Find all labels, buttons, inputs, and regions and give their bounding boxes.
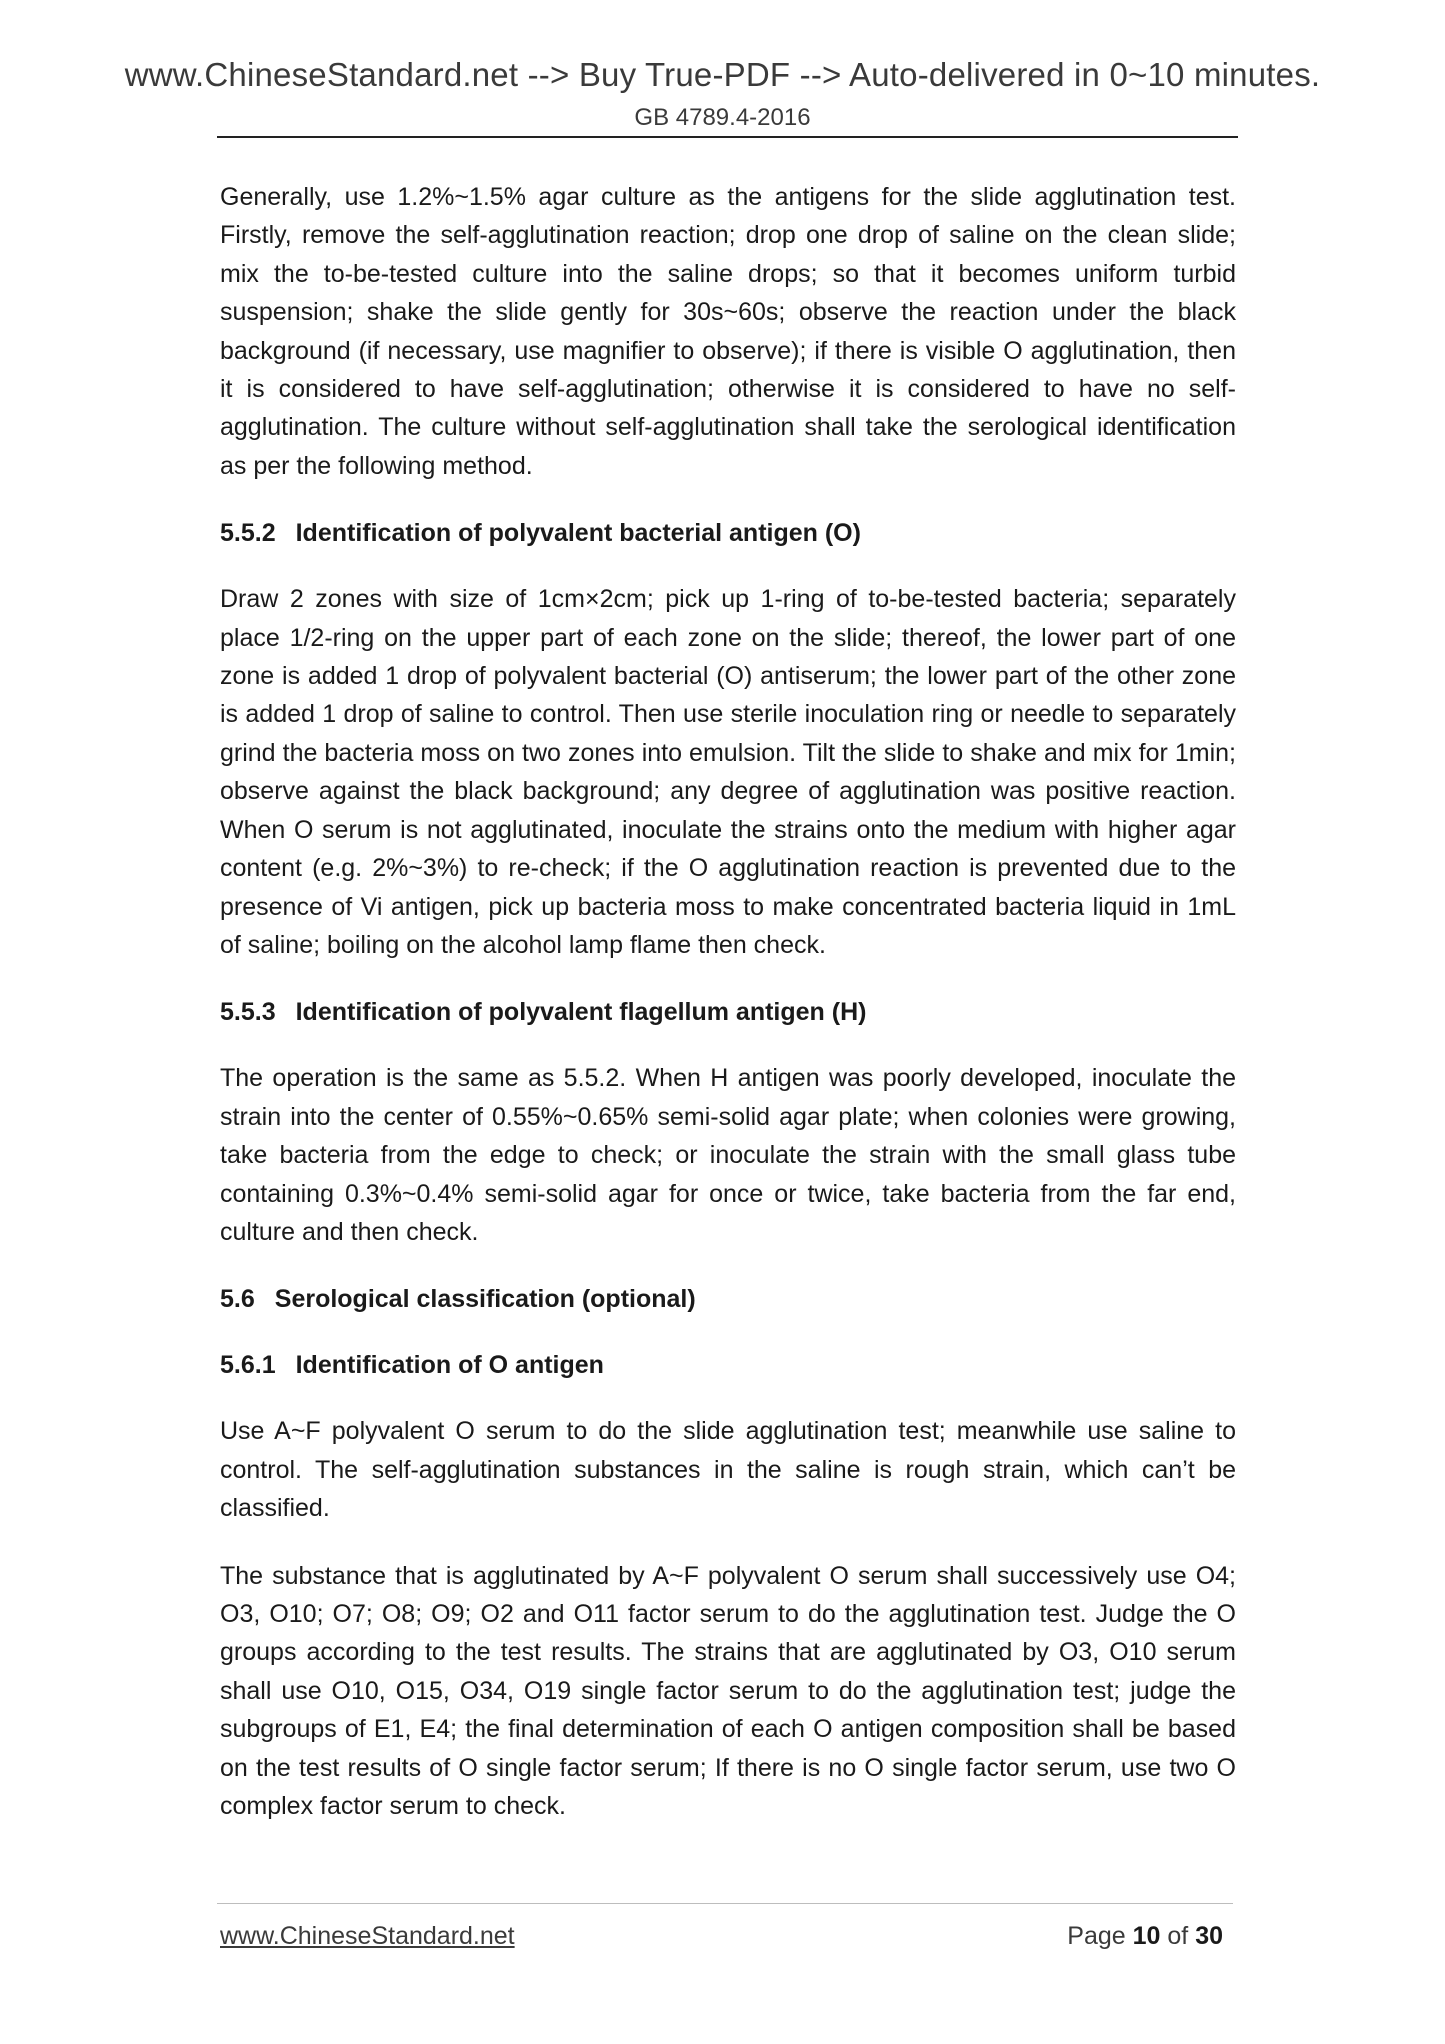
section-heading-5-6 (220, 1280, 1236, 1318)
section-number: 5.5.2 (220, 519, 276, 548)
section-title: Identification of polyvalent flagellum antigen (H) (295, 998, 867, 1027)
page-current: 10 (1132, 1922, 1161, 1950)
paragraph-o-antigen-identification: Draw 2 zones with size of 1cm×2cm; pick up 1-ring of to-be-tested bacteria; separately place 1/2-ring on the upper part of each zone on the slide; thereof, the lower part of one zone is added 1 drop of polyvalent bacterial (O) antiserum; the lower part of the other zone is added 1 drop of saline to control. Then use sterile inoculation ring or needle to separately grind the bacteria moss on two zones into emulsion. Tilt the slide to shake and mix for 1min; observe against the black background; any degree of agglutination was positive reaction. When O serum is not agglutinated, inoculate the strains onto the medium with higher agar content (e.g. 2%~3%) to re-check; if the O agglutination reaction is prevented due to the presence of Vi antigen, pick up bacteria moss to make concentrated bacteria liquid in 1mL of saline; boiling on the alcohol lamp flame then check. (220, 585, 1236, 959)
header-divider (217, 136, 1238, 138)
section-title: Serological classification (optional) (274, 1285, 696, 1314)
paragraph-h-antigen-identification: The operation is the same as 5.5.2. When H antigen was poorly developed, inoculate the strain into the center of 0.55%~0.65% semi-solid agar plate; when colonies were growing, take bacteria from the edge to check; or inoculate the strain with the small glass tube containing 0.3%~0.4% semi-solid agar for once or twice, take bacteria from the far end, culture and then check. (220, 1064, 1236, 1246)
section-title: Identification of polyvalent bacterial antigen (O) (295, 519, 861, 548)
section-number: 5.6.1 (220, 1351, 276, 1380)
section-heading-5-5-3 (220, 993, 1236, 1031)
paragraph-o-group-judgement: The substance that is agglutinated by A~F polyvalent O serum shall successively use O4; O3, O10; O7; O8; O9; O2 and O11 factor serum to do the agglutination test. Judge the O groups according to the test results. The strains that are agglutinated by O3, O10 serum shall use O10, O15, O34, O19 single factor serum to do the agglutination test; judge the subgroups of E1, E4; the final determination of each O antigen composition shall be based on the test results of O single factor serum; If there is no O single factor serum, use two O complex factor serum to check. (220, 1561, 1236, 1820)
footer-site-link[interactable]: www.ChineseStandard.net (220, 1922, 515, 1950)
paragraph-polyvalent-o-serum: Use A~F polyvalent O serum to do the slide agglutination test; meanwhile use saline to control. The self-agglutination substances in the saline is rough strain, which can’t be classified. (220, 1417, 1236, 1523)
page-of: of (1167, 1922, 1189, 1950)
section-title: Identification of O antigen (295, 1351, 604, 1380)
footer-divider (217, 1903, 1233, 1904)
standard-code: GB 4789.4-2016 (634, 104, 811, 131)
page-total: 30 (1195, 1922, 1223, 1950)
top-banner: www.ChineseStandard.net --> Buy True-PDF --> Auto-delivered in 0~10 minutes. (124, 56, 1321, 93)
paragraph-self-agglutination: Generally, use 1.2%~1.5% agar culture as the antigens for the slide agglutination test. Firstly, remove the self-agglutination reaction; drop one drop of saline on the clean slide; mix the to-be-tested culture into the saline drops; so that it becomes uniform turbid suspension; shake the slide gently for 30s~60s; observe the reaction under the black background (if necessary, use magnifier to observe); if there is visible O agglutination, then it is considered to have self-agglutination; otherwise it is considered to have no self-agglutination. The culture without self-agglutination shall take the serological identification as per the following method. (220, 183, 1236, 480)
page-indicator (1067, 1922, 1223, 1951)
document-body (220, 178, 1236, 1854)
section-heading-5-6-1 (220, 1346, 1236, 1384)
section-number: 5.6 (220, 1285, 255, 1314)
page-label: Page (1067, 1922, 1126, 1950)
section-number: 5.5.3 (220, 998, 276, 1027)
section-heading-5-5-2 (220, 514, 1236, 552)
